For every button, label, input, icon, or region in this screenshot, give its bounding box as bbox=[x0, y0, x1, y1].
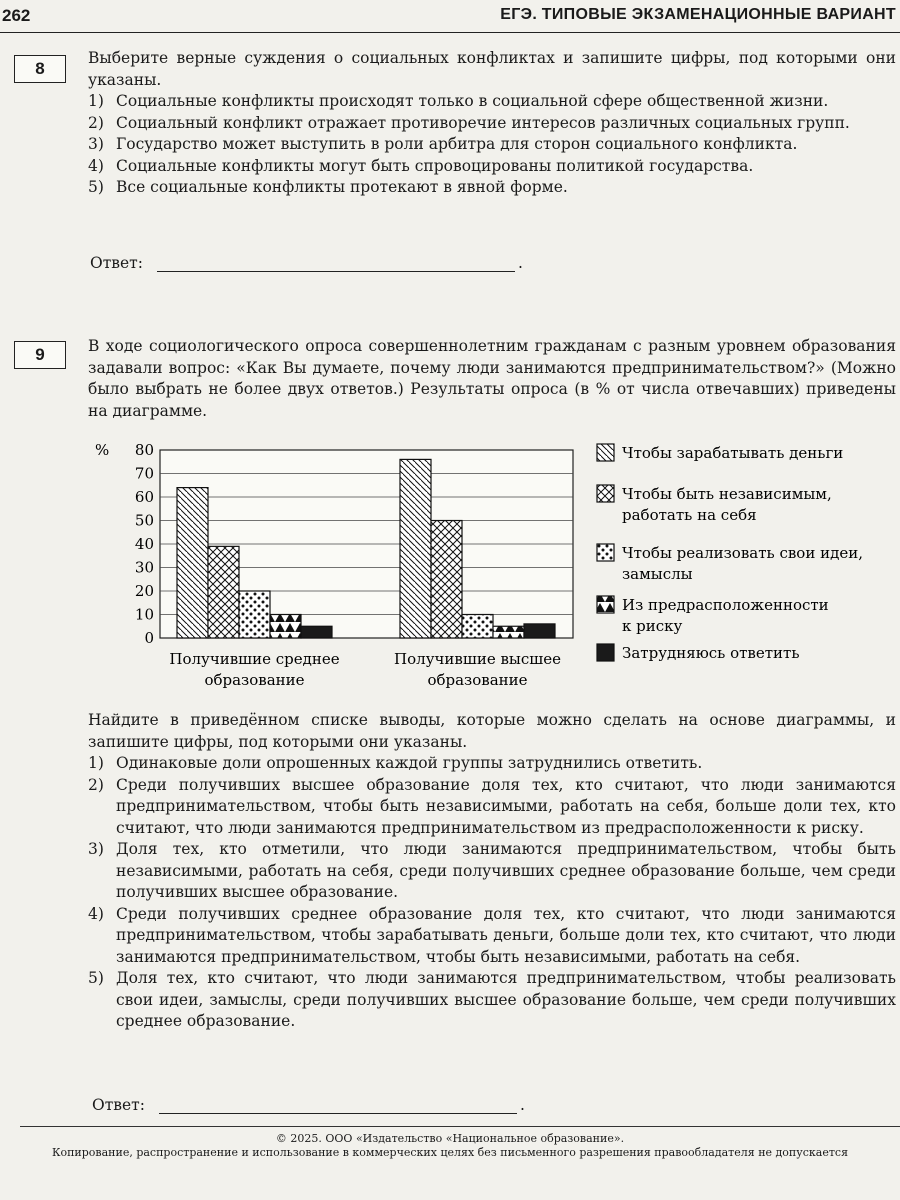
question-9-option-5: 5) Доля тех, кто считают, что люди занимаются предпринимательством, чтобы реализовать свои идеи, замыслы, среди получивших высшее образование больше, чем среди получивших среднее образование. bbox=[88, 969, 896, 1030]
legend-swatch bbox=[597, 596, 614, 613]
question-8-number-box bbox=[14, 55, 66, 83]
question-8-option-2: 2) Социальный конфликт отражает противоречие интересов различных социальных групп. bbox=[88, 113, 850, 132]
running-title: ЕГЭ. ТИПОВЫЕ ЭКЗАМЕНАЦИОННЫЕ ВАРИАНТ bbox=[500, 6, 896, 23]
question-9-number-box bbox=[14, 341, 66, 369]
survey-bar-chart bbox=[85, 432, 895, 694]
bar bbox=[301, 626, 332, 638]
question-9-option-2: 2) Среди получивших высшее образование доля тех, кто считают, что люди занимаются предпринимательством, чтобы быть независимыми, работать на себя, больше доли тех, кто считают, что люди занимаются предпринимательством из предрасположенности к риску. bbox=[88, 775, 896, 837]
question-8-number: 8 bbox=[35, 59, 45, 78]
question-9-answer: Ответ: . bbox=[92, 1096, 525, 1114]
question-9-task: Найдите в приведённом списке выводы, которые можно сделать на основе диаграммы, и запишите цифры, под которыми они указаны. bbox=[88, 711, 896, 751]
header-divider bbox=[0, 32, 900, 33]
page-header bbox=[0, 0, 900, 36]
y-tick-label: 30 bbox=[134, 558, 154, 577]
legend-label: работать на себя bbox=[622, 506, 757, 524]
legend-label: Затрудняюсь ответить bbox=[622, 644, 800, 662]
footer-notice: Копирование, распространение и использование в коммерческих целях без письменного разрешения правообладателя не допускается bbox=[51, 1146, 849, 1159]
question-9-number: 9 bbox=[35, 345, 45, 364]
bar bbox=[177, 488, 208, 638]
bar bbox=[431, 521, 462, 639]
question-9-body bbox=[88, 710, 896, 1033]
question-9-option-3: 3) Доля тех, кто отметили, что люди занимаются предпринимательством, чтобы быть независимыми, работать на себя, среди получивших среднее образование больше, чем среди получивших высшее образование. bbox=[88, 840, 896, 901]
question-9-options bbox=[88, 753, 896, 1033]
answer-label: Ответ: bbox=[92, 1096, 145, 1114]
question-8 bbox=[88, 48, 896, 199]
legend-label: замыслы bbox=[622, 565, 693, 583]
bar bbox=[208, 546, 239, 638]
bar bbox=[524, 624, 555, 638]
bar bbox=[270, 615, 301, 639]
question-9-option-1: 1) Одинаковые доли опрошенных каждой группы затруднились ответить. bbox=[88, 754, 703, 772]
y-tick-label: 70 bbox=[134, 464, 154, 483]
legend-label: Чтобы реализовать свои идеи, bbox=[622, 544, 863, 562]
legend-swatch bbox=[597, 485, 614, 502]
bar bbox=[239, 591, 270, 638]
y-tick-label: 10 bbox=[134, 605, 154, 624]
legend-swatch bbox=[597, 444, 614, 461]
legend-label: Чтобы зарабатывать деньги bbox=[622, 444, 844, 462]
x-category-label: образование bbox=[427, 671, 528, 689]
question-8-option-1: 1) Социальные конфликты происходят только в социальной сфере общественной жизни. bbox=[88, 92, 829, 110]
legend-label: Чтобы быть независимым, bbox=[622, 485, 832, 503]
answer-label: Ответ: bbox=[90, 254, 143, 272]
y-axis-label: % bbox=[95, 441, 110, 459]
legend-label: к риску bbox=[622, 617, 683, 635]
question-8-option-3: 3) Государство может выступить в роли арбитра для сторон социального конфликта. bbox=[88, 135, 798, 153]
page-number: 262 bbox=[2, 6, 31, 25]
question-8-answer: Ответ: . bbox=[90, 254, 523, 272]
y-tick-label: 50 bbox=[134, 511, 154, 530]
answer-field[interactable] bbox=[157, 255, 515, 272]
y-tick-label: 60 bbox=[134, 488, 154, 506]
x-category-label: образование bbox=[204, 671, 305, 689]
question-9-option-4: 4) Среди получивших среднее образование доля тех, кто считают, что люди занимаются предпринимательством, чтобы зарабатывать деньги, больше доли тех, кто считают, что люди занимаются предпринимательством, чтобы быть независимыми, работать на себя. bbox=[88, 904, 896, 966]
y-tick-label: 80 bbox=[134, 441, 154, 459]
bar bbox=[493, 626, 524, 638]
y-tick-label: 20 bbox=[134, 582, 154, 600]
question-8-options bbox=[88, 91, 896, 199]
bar bbox=[400, 459, 431, 638]
footer-divider bbox=[20, 1126, 900, 1127]
y-tick-label: 40 bbox=[134, 535, 154, 553]
footer-copyright: © 2025. ООО «Издательство «Национальное образование». bbox=[275, 1132, 625, 1145]
legend-label: Из предрасположенности bbox=[622, 596, 829, 614]
question-8-prompt: Выберите верные суждения о социальных конфликтах и запишите цифры, под которыми они указаны. bbox=[88, 49, 896, 89]
bar bbox=[462, 615, 493, 639]
legend-swatch bbox=[597, 544, 614, 561]
y-tick-label: 0 bbox=[144, 629, 154, 647]
x-category-label: Получившие высшее bbox=[394, 650, 561, 668]
x-category-label: Получившие среднее bbox=[169, 650, 340, 668]
question-8-option-5: 5) Все социальные конфликты протекают в явной форме. bbox=[88, 178, 568, 196]
legend-swatch bbox=[597, 644, 614, 661]
question-8-option-4: 4) Социальные конфликты могут быть спровоцированы политикой государства. bbox=[88, 156, 754, 175]
question-9-intro: В ходе социологического опроса совершеннолетним гражданам с разным уровнем образования задавали вопрос: «Как Вы думаете, почему люди занимаются предпринимательством?» (Можно было выбрать не более двух ответов.) Результаты опроса (в % от числа отвечавших) приведены на диаграмме. bbox=[88, 337, 896, 420]
answer-field[interactable] bbox=[159, 1097, 517, 1114]
